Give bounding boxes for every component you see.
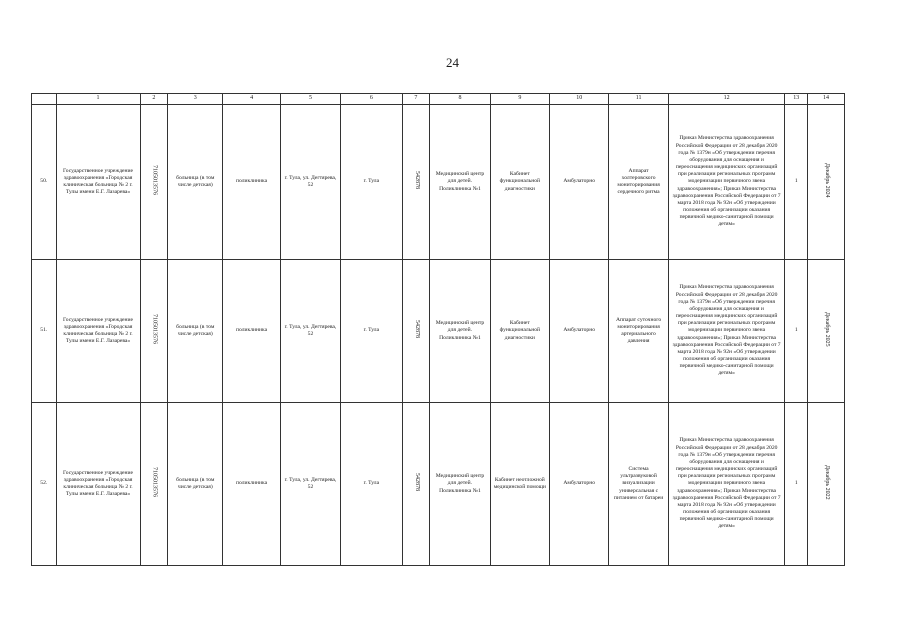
header-cell: 5 (280, 94, 340, 105)
date-text: Декабрь 2022 (823, 465, 830, 500)
equipment-cell: Система ультразвуковой визуализации универсальная с питанием от батареи (609, 403, 668, 566)
header-cell: 2 (140, 94, 168, 105)
inn-cell (140, 403, 168, 566)
form-cell: Амбулаторно (550, 403, 609, 566)
page-number: 24 (446, 55, 459, 70)
organization-cell: Государственное учреждение здравоохранения «Городская клиническая больница № 2 г. Тулы имени Е.Г. Лазарева» (56, 260, 140, 403)
address-cell: г. Тула, ул. Дегтярева, 52 (280, 403, 340, 566)
room-cell: Кабинет функциональной диагностики (490, 260, 549, 403)
basis-cell: Приказ Министерства здравоохранения Российской Федерации от 28 декабря 2020 года № 1379н «Об утверждении перечня оборудования для оснащения и переоснащения медицинских организаций при реализации региональных программ модернизации первичного звена здравоохранения»; Приказ Министерства здравоохранения Российской Федерации от 7 марта 2018 года № 92н «Об утверждении положения об организации оказания первичной медико-санитарной помощи детям» (668, 105, 785, 260)
header-cell: 9 (490, 94, 549, 105)
equipment-cell: Аппарат суточного мониторирования артериального давления (609, 260, 668, 403)
type-cell: больница (в том числе детская) (168, 260, 223, 403)
subtype-cell: поликлиника (223, 260, 280, 403)
header-cell: 1 (56, 94, 140, 105)
organization-cell: Государственное учреждение здравоохранения «Городская клиническая больница № 2 г. Тулы имени Е.Г. Лазарева» (56, 403, 140, 566)
inn-cell (140, 105, 168, 260)
quantity-cell: 1 (785, 403, 808, 566)
header-cell: 3 (168, 94, 223, 105)
code-text: 542878 (413, 320, 420, 339)
city-cell: г. Тула (341, 260, 402, 403)
header-cell: 4 (223, 94, 280, 105)
header-cell: 6 (341, 94, 402, 105)
header-cell: 10 (550, 94, 609, 105)
code-text: 542878 (413, 473, 420, 492)
address-cell: г. Тула, ул. Дегтярева, 52 (280, 105, 340, 260)
basis-cell: Приказ Министерства здравоохранения Российской Федерации от 28 декабря 2020 года № 1379н «Об утверждении перечня оборудования для оснащения и переоснащения медицинских организаций при реализации региональных программ модернизации первичного звена здравоохранения»; Приказ Министерства здравоохранения Российской Федерации от 7 марта 2018 года № 92н «Об утверждении положения об организации оказания первичной медико-санитарной помощи детям» (668, 403, 785, 566)
date-text: Декабрь 2025 (823, 312, 830, 347)
type-cell: больница (в том числе детская) (168, 403, 223, 566)
code-cell (402, 403, 430, 566)
table-row (32, 260, 845, 403)
header-cell: 13 (785, 94, 808, 105)
date-cell (808, 260, 845, 403)
header-cell: 7 (402, 94, 430, 105)
quantity-cell: 1 (785, 105, 808, 260)
unit-cell: Медицинский центр для детей. Поликлиника №1 (430, 403, 490, 566)
table-row (32, 105, 845, 260)
date-text: Декабрь 2024 (823, 163, 830, 198)
subtype-cell: поликлиника (223, 403, 280, 566)
type-cell: больница (в том числе детская) (168, 105, 223, 260)
table-row (32, 403, 845, 566)
header-row (32, 94, 845, 105)
address-cell: г. Тула, ул. Дегтярева, 52 (280, 260, 340, 403)
inn-text: 7105013576 (151, 165, 158, 196)
subtype-cell: поликлиника (223, 105, 280, 260)
date-cell (808, 105, 845, 260)
room-cell: Кабинет неотложной медицинской помощи (490, 403, 549, 566)
room-cell: Кабинет функциональной диагностики (490, 105, 549, 260)
header-cell: 12 (668, 94, 785, 105)
code-cell (402, 105, 430, 260)
equipment-cell: Аппарат холтеровского мониторирования сердечного ритма (609, 105, 668, 260)
equipment-table (31, 93, 845, 566)
inn-cell (140, 260, 168, 403)
quantity-cell: 1 (785, 260, 808, 403)
date-cell (808, 403, 845, 566)
header-cell-blank (32, 94, 57, 105)
form-cell: Амбулаторно (550, 260, 609, 403)
row-number: 52. (32, 403, 57, 566)
basis-cell: Приказ Министерства здравоохранения Российской Федерации от 28 декабря 2020 года № 1379н «Об утверждении перечня оборудования для оснащения и переоснащения медицинских организаций при реализации региональных программ модернизации первичного звена здравоохранения»; Приказ Министерства здравоохранения Российской Федерации от 7 марта 2018 года № 92н «Об утверждении положения об организации оказания первичной медико-санитарной помощи детям» (668, 260, 785, 403)
unit-cell: Медицинский центр для детей. Поликлиника №1 (430, 105, 490, 260)
inn-text: 7105013576 (151, 467, 158, 498)
header-cell: 8 (430, 94, 490, 105)
unit-cell: Медицинский центр для детей. Поликлиника №1 (430, 260, 490, 403)
organization-cell: Государственное учреждение здравоохранения «Городская клиническая больница № 2 г. Тулы имени Е.Г. Лазарева» (56, 105, 140, 260)
city-cell: г. Тула (341, 105, 402, 260)
row-number: 50. (32, 105, 57, 260)
header-cell: 14 (808, 94, 845, 105)
row-number: 51. (32, 260, 57, 403)
inn-text: 7105013576 (151, 314, 158, 345)
header-cell: 11 (609, 94, 668, 105)
city-cell: г. Тула (341, 403, 402, 566)
code-cell (402, 260, 430, 403)
code-text: 542878 (413, 171, 420, 190)
form-cell: Амбулаторно (550, 105, 609, 260)
